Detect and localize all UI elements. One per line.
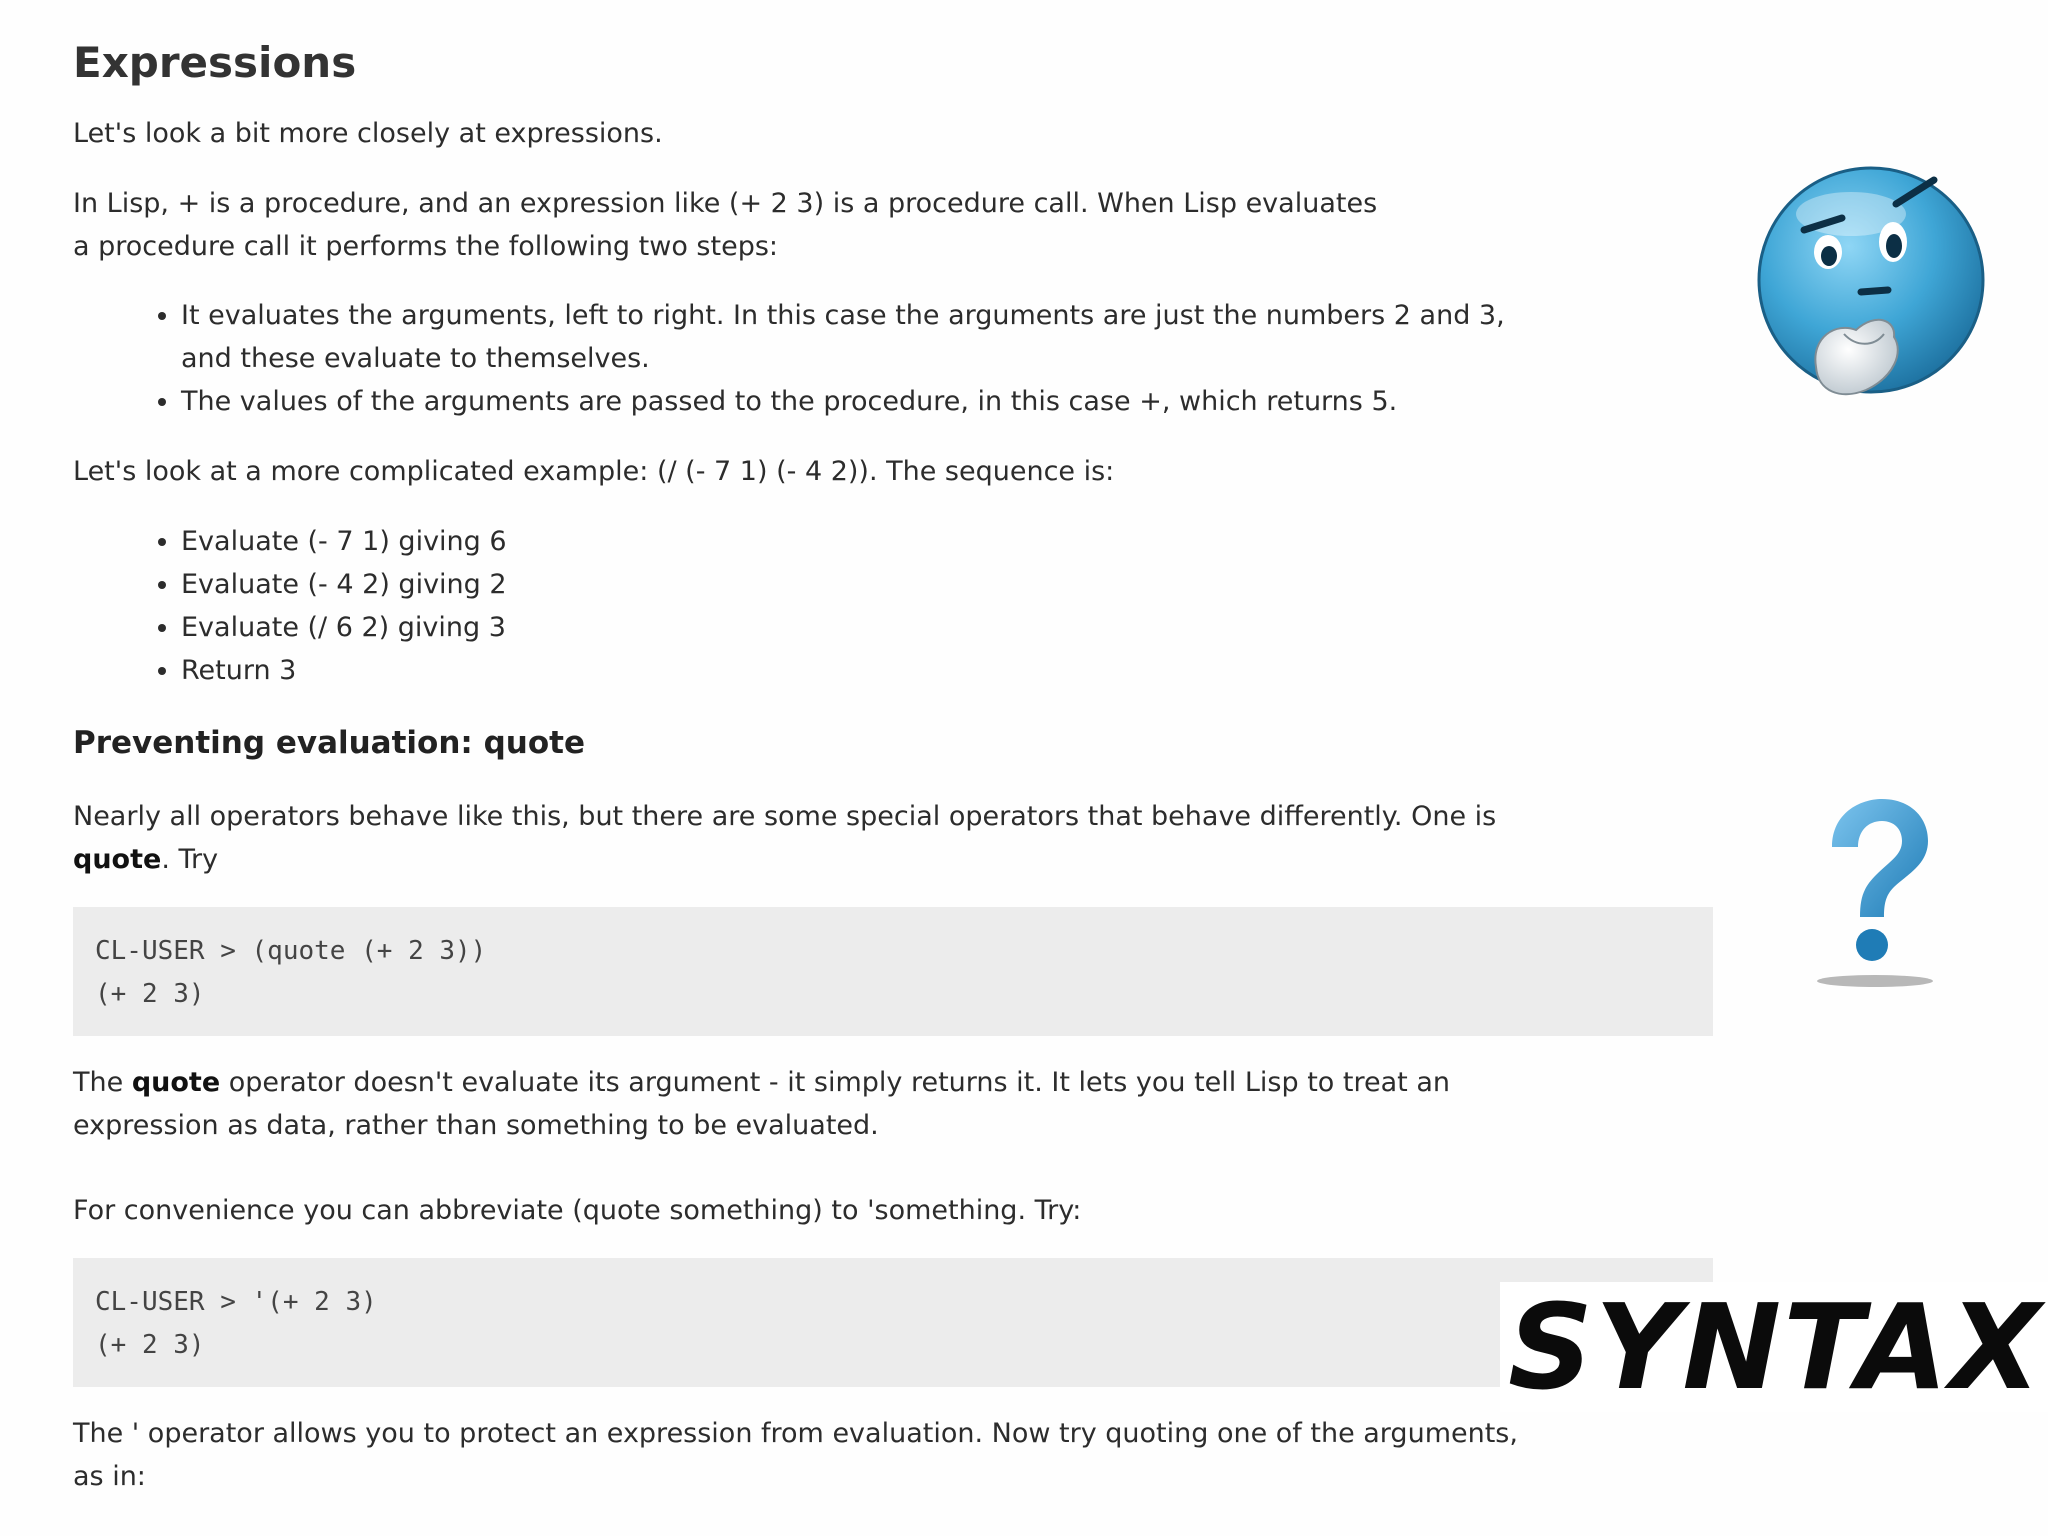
- syntax-banner: SYNTAX: [1500, 1282, 2048, 1412]
- code-line: (+ 2 3): [95, 979, 205, 1009]
- quote-explain-paragraph: The quote operator doesn't evaluate its argument - it simply returns it. It lets you tell Lisp to treat an expression as data, rather than something to be evaluated.: [73, 1067, 1450, 1141]
- quote-intro-paragraph: Nearly all operators behave like this, but there are some special operators that behave differently. One is quote. Try: [73, 801, 1497, 875]
- list-item: • Return 3: [181, 649, 1713, 692]
- code-block-apostrophe: [73, 1258, 1713, 1387]
- quote-keyword: quote: [131, 1067, 221, 1098]
- section-heading-quote: Preventing evaluation: quote: [73, 725, 585, 761]
- article: [73, 30, 1713, 1498]
- list-item: • Evaluate (- 7 1) giving 6: [181, 520, 1713, 563]
- code-block-quote: [73, 907, 1713, 1036]
- sequence-list: [73, 520, 1713, 692]
- list-item: • Evaluate (- 4 2) giving 2: [181, 563, 1713, 606]
- code-line: (+ 2 3): [95, 1330, 205, 1360]
- thinking-face-icon: [1756, 152, 1986, 412]
- procedure-paragraph-line1: In Lisp, + is a procedure, and an expression like (+ 2 3) is a procedure call. When Lisp evaluates: [73, 188, 1378, 219]
- steps-list: [73, 294, 1713, 423]
- question-mark-icon: [1810, 795, 1940, 995]
- list-item: • It evaluates the arguments, left to right. In this case the arguments are just the numbers 2 and 3, and these evaluate to themselves.: [181, 294, 1713, 380]
- intro-paragraph: Let's look a bit more closely at expressions.: [73, 118, 663, 149]
- procedure-paragraph-line2: a procedure call it performs the following two steps:: [73, 231, 778, 262]
- procedure-paragraph: [73, 182, 1713, 268]
- abbreviation-paragraph: For convenience you can abbreviate (quote something) to 'something. Try:: [73, 1195, 1082, 1226]
- code-line: CL-USER > (quote (+ 2 3)): [95, 936, 487, 966]
- list-item: • Evaluate (/ 6 2) giving 3: [181, 606, 1713, 649]
- example-intro: Let's look at a more complicated example: (/ (- 7 1) (- 4 2)). The sequence is:: [73, 456, 1115, 487]
- code-line: CL-USER > '(+ 2 3): [95, 1287, 377, 1317]
- list-item: • The values of the arguments are passed to the procedure, in this case +, which returns 5.: [181, 380, 1713, 423]
- page-title: Expressions: [73, 38, 357, 87]
- closing-paragraph: The ' operator allows you to protect an expression from evaluation. Now try quoting one of the arguments, as in:: [73, 1418, 1518, 1492]
- quote-keyword: quote: [73, 844, 162, 875]
